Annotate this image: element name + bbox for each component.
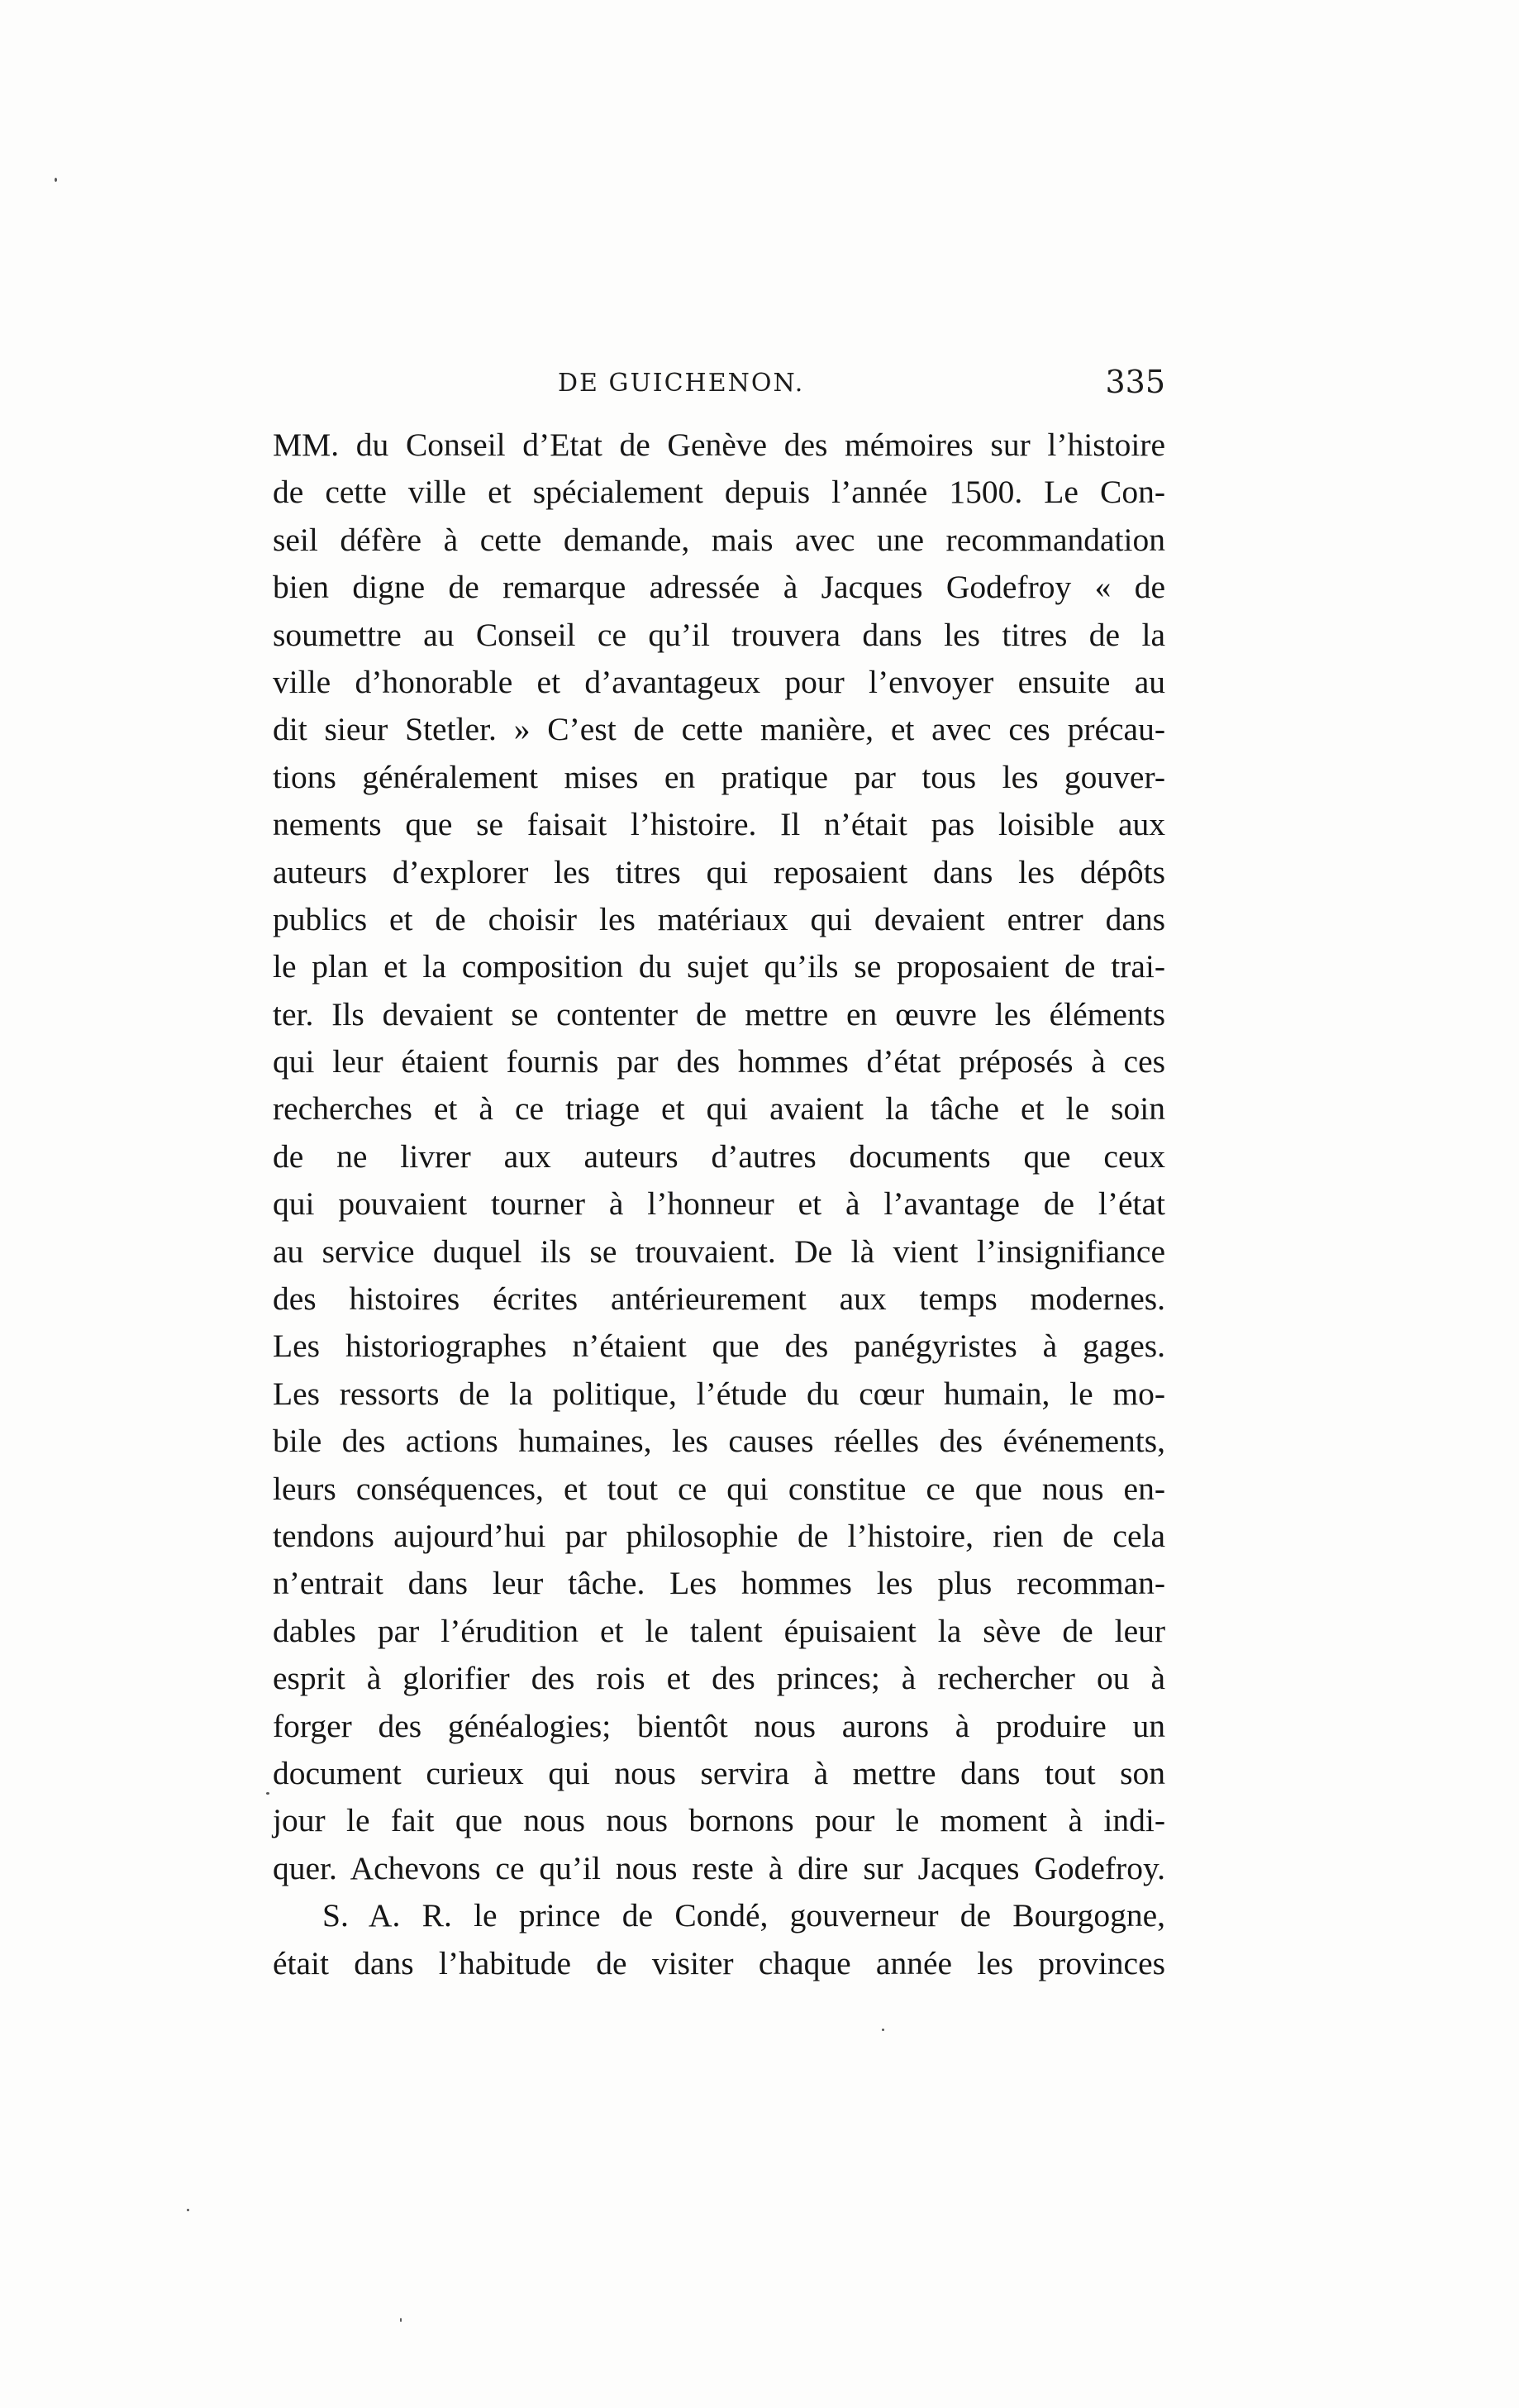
text-line: quer. Achevons ce qu’il nous reste à dire sur Jacques Godefroy. (273, 1849, 1165, 1886)
text-line: ville d’honorable et d’avantageux pour l’envoyer ensuite au (273, 663, 1165, 700)
text-line: bien digne de remarque adressée à Jacques Godefroy « de (273, 569, 1165, 606)
text-line: seil défère à cette demande, mais avec une recommandation (273, 521, 1165, 558)
scan-speck (266, 1792, 269, 1795)
text-line: le plan et la composition du sujet qu’ils se proposaient de trai- (273, 948, 1165, 985)
scan-speck (400, 2318, 402, 2322)
text-line: tendons aujourd’hui par philosophie de l’histoire, rien de cela (273, 1517, 1165, 1554)
text-line: nements que se faisait l’histoire. Il n’était pas loisible aux (273, 806, 1165, 843)
text-line: document curieux qui nous servira à mettre dans tout son (273, 1754, 1165, 1791)
text-line: de ne livrer aux auteurs d’autres documents que ceux (273, 1137, 1165, 1175)
text-line: S. A. R. le prince de Condé, gouverneur de Bourgogne, (322, 1897, 1165, 1934)
text-line: leurs conséquences, et tout ce qui constitue ce que nous en- (273, 1470, 1165, 1507)
running-title: DE GUICHENON. (558, 369, 805, 398)
text-line: auteurs d’explorer les titres qui reposaient dans les dépôts (273, 853, 1165, 890)
text-line: n’entrait dans leur tâche. Les hommes les plus recomman- (273, 1565, 1165, 1602)
text-line: Les historiographes n’étaient que des panégyristes à gages. (273, 1328, 1165, 1365)
scan-speck (55, 178, 57, 182)
text-line: tions généralement mises en pratique par tous les gouver- (273, 758, 1165, 795)
text-line: de cette ville et spécialement depuis l’année 1500. Le Con- (273, 474, 1165, 511)
page-number: 335 (1105, 364, 1165, 400)
text-line: des histoires écrites antérieurement aux temps modernes. (273, 1280, 1165, 1318)
text-line: Les ressorts de la politique, l’étude du cœur humain, le mo- (273, 1375, 1165, 1412)
text-line: esprit à glorifier des rois et des princes; à rechercher ou à (273, 1660, 1165, 1697)
scan-speck (187, 2209, 189, 2211)
running-head (273, 364, 1165, 413)
text-line: bile des actions humaines, les causes réelles des événements, (273, 1423, 1165, 1460)
text-line: au service duquel ils se trouvaient. De là vient l’insignifiance (273, 1233, 1165, 1270)
text-line: qui leur étaient fournis par des hommes d’état préposés à ces (273, 1043, 1165, 1080)
text-line: dit sieur Stetler. » C’est de cette manière, et avec ces précau- (273, 711, 1165, 748)
text-line: recherches et à ce triage et qui avaient la tâche et le soin (273, 1090, 1165, 1128)
text-line: soumettre au Conseil ce qu’il trouvera dans les titres de la (273, 616, 1165, 653)
body-text (273, 422, 1165, 1987)
text-line: dables par l’érudition et le talent épuisaient la sève de leur (273, 1612, 1165, 1649)
text-line: était dans l’habitude de visiter chaque année les provinces (273, 1944, 1165, 1981)
text-line: qui pouvaient tourner à l’honneur et à l’avantage de l’état (273, 1185, 1165, 1223)
text-line: jour le fait que nous nous bornons pour le moment à indi- (273, 1802, 1165, 1839)
scan-speck (882, 2029, 884, 2031)
text-line: MM. du Conseil d’Etat de Genève des mémoires sur l’histoire (273, 427, 1165, 463)
text-line: ter. Ils devaient se contenter de mettre en œuvre les éléments (273, 995, 1165, 1032)
text-line: publics et de choisir les matériaux qui devaient entrer dans (273, 900, 1165, 937)
text-line: forger des généalogies; bientôt nous aurons à produire un (273, 1707, 1165, 1744)
